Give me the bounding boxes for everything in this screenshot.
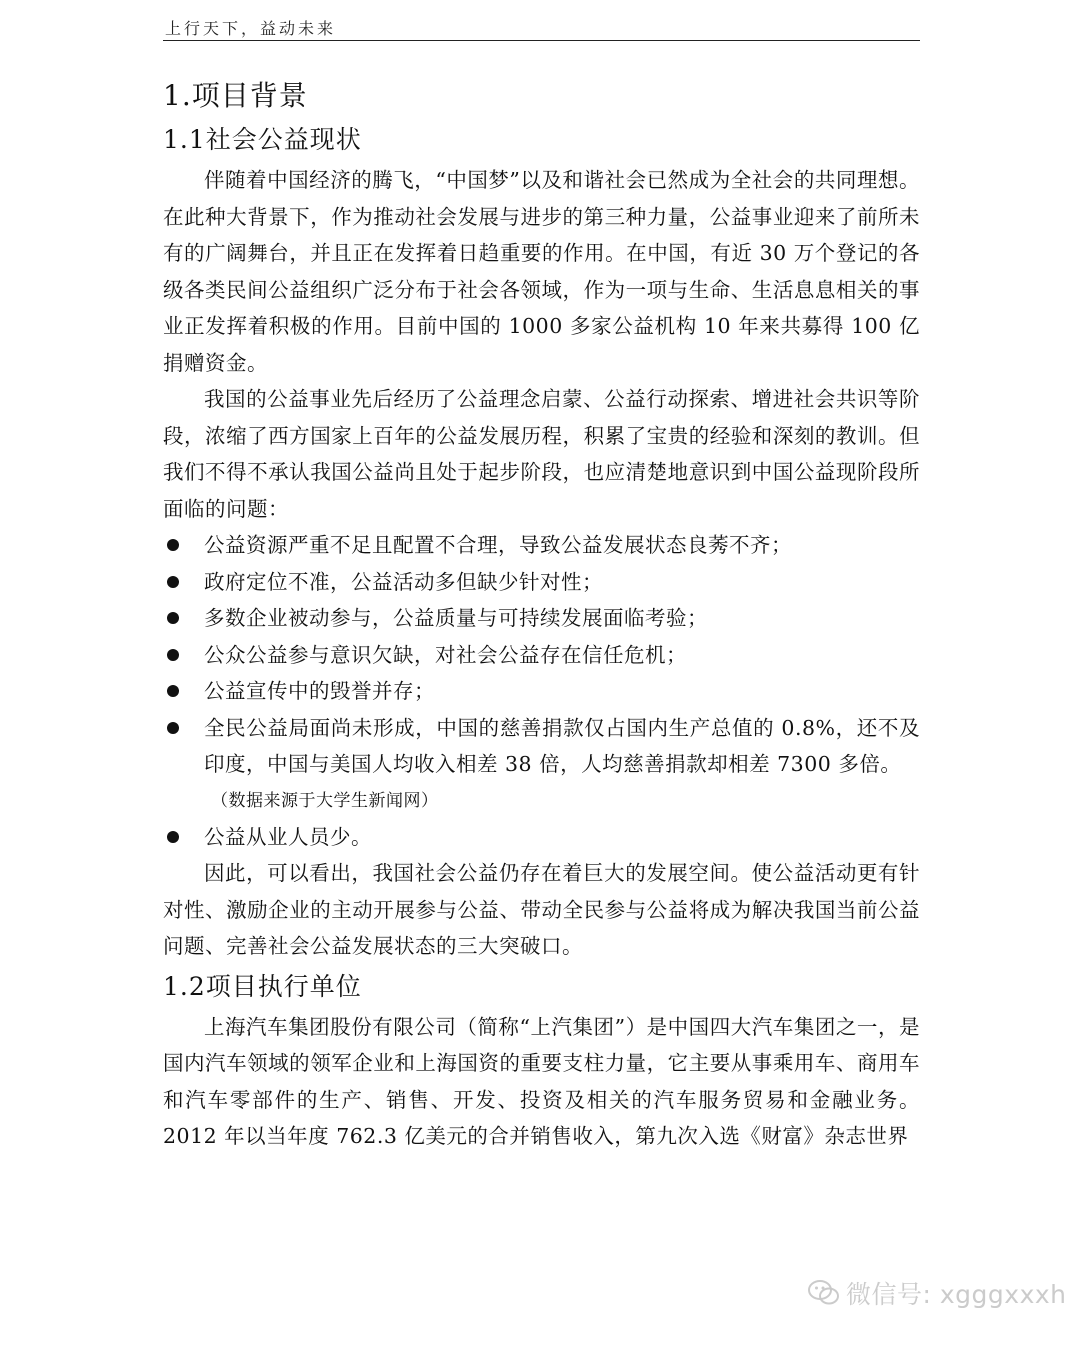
subsection-title-executing-unit: 1.2项目执行单位 bbox=[163, 971, 362, 1001]
paragraph-conclusion: 因此，可以看出，我国社会公益仍存在着巨大的发展空间。使公益活动更有针对性、激励企业的主动开展参与公益、带动全民参与公益将成为解决我国当前公益问题、完善社会公益发展状态的三大突破口。 bbox=[163, 861, 920, 958]
list-item bbox=[163, 600, 920, 637]
list-item bbox=[163, 710, 920, 783]
bullet-dot-icon bbox=[167, 722, 179, 734]
bullet-dot-icon bbox=[167, 539, 179, 551]
data-source-note: （数据来源于大学生新闻网） bbox=[211, 790, 439, 811]
list-item bbox=[163, 819, 920, 856]
subsection-title-public-welfare-status: 1.1社会公益现状 bbox=[163, 125, 362, 154]
wechat-icon bbox=[808, 1279, 840, 1307]
bullet-dot-icon bbox=[167, 612, 179, 624]
problem-list-continued bbox=[163, 819, 920, 856]
list-item-text: 公益宣传中的毁誉并存； bbox=[204, 679, 435, 703]
bullet-dot-icon bbox=[167, 685, 179, 697]
header-motto: 上行天下，益动未来 bbox=[165, 19, 337, 38]
paragraph-china-dream: 伴随着中国经济的腾飞，“中国梦”以及和谐社会已然成为全社会的共同理想。在此种大背景下，作为推动社会发展与进步的第三种力量，公益事业迎来了前所未有的广阔舞台，并且正在发挥着日趋重要的作用。在中国，有近 30 万个登记的各级各类民间公益组织广泛分布于社会各领域，作为一项与生命、生活息息相关的事业正发挥着积极的作用。目前中国的 1000 多家公益机构 10 年来共募得 100 亿捐赠资金。 bbox=[163, 168, 920, 375]
list-item-text: 公益从业人员少。 bbox=[204, 824, 372, 849]
bullet-dot-icon bbox=[167, 649, 179, 661]
bullet-dot-icon bbox=[167, 831, 179, 843]
list-item-text: 多数企业被动参与，公益质量与可持续发展面临考验； bbox=[204, 606, 708, 630]
paragraph-development-stages: 我国的公益事业先后经历了公益理念启蒙、公益行动探索、增进社会共识等阶段，浓缩了西方国家上百年的公益发展历程，积累了宝贵的经验和深刻的教训。但我们不得不承认我国公益尚且处于起步阶段，也应清楚地意识到中国公益现阶段所面临的问题： bbox=[163, 387, 920, 521]
problem-list bbox=[163, 527, 920, 783]
wechat-watermark bbox=[808, 1275, 1067, 1311]
list-item-text: 公众公益参与意识欠缺，对社会公益存在信任危机； bbox=[204, 642, 687, 667]
list-item bbox=[163, 673, 920, 710]
list-item-text: 公益资源严重不足且配置不合理，导致公益发展状态良莠不齐； bbox=[204, 533, 792, 557]
list-item bbox=[163, 637, 920, 674]
document-body bbox=[163, 74, 920, 1155]
list-item bbox=[163, 527, 920, 564]
section-title-project-background: 1.项目背景 bbox=[163, 79, 308, 112]
bullet-dot-icon bbox=[167, 576, 179, 588]
list-item-text: 全民公益局面尚未形成，中国的慈善捐款仅占国内生产总值的 0.8%，还不及印度，中国与美国人均收入相差 38 倍，人均慈善捐款却相差 7300 多倍。 bbox=[204, 715, 920, 776]
watermark-text: 微信号: xgggxxxh bbox=[846, 1280, 1067, 1309]
list-item-text: 政府定位不准，公益活动多但缺少针对性； bbox=[204, 569, 603, 594]
list-item bbox=[163, 564, 920, 601]
paragraph-saic-intro: 上海汽车集团股份有限公司（简称“上汽集团”）是中国四大汽车集团之一，是国内汽车领域的领军企业和上海国资的重要支柱力量，它主要从事乘用车、商用车和汽车零部件的生产、销售、开发、投资及相关的汽车服务贸易和金融业务。2012 年以当年度 762.3 亿美元的合并销售收入，第九次入选《财富》杂志世界 bbox=[163, 1014, 920, 1148]
page-header bbox=[163, 14, 920, 41]
